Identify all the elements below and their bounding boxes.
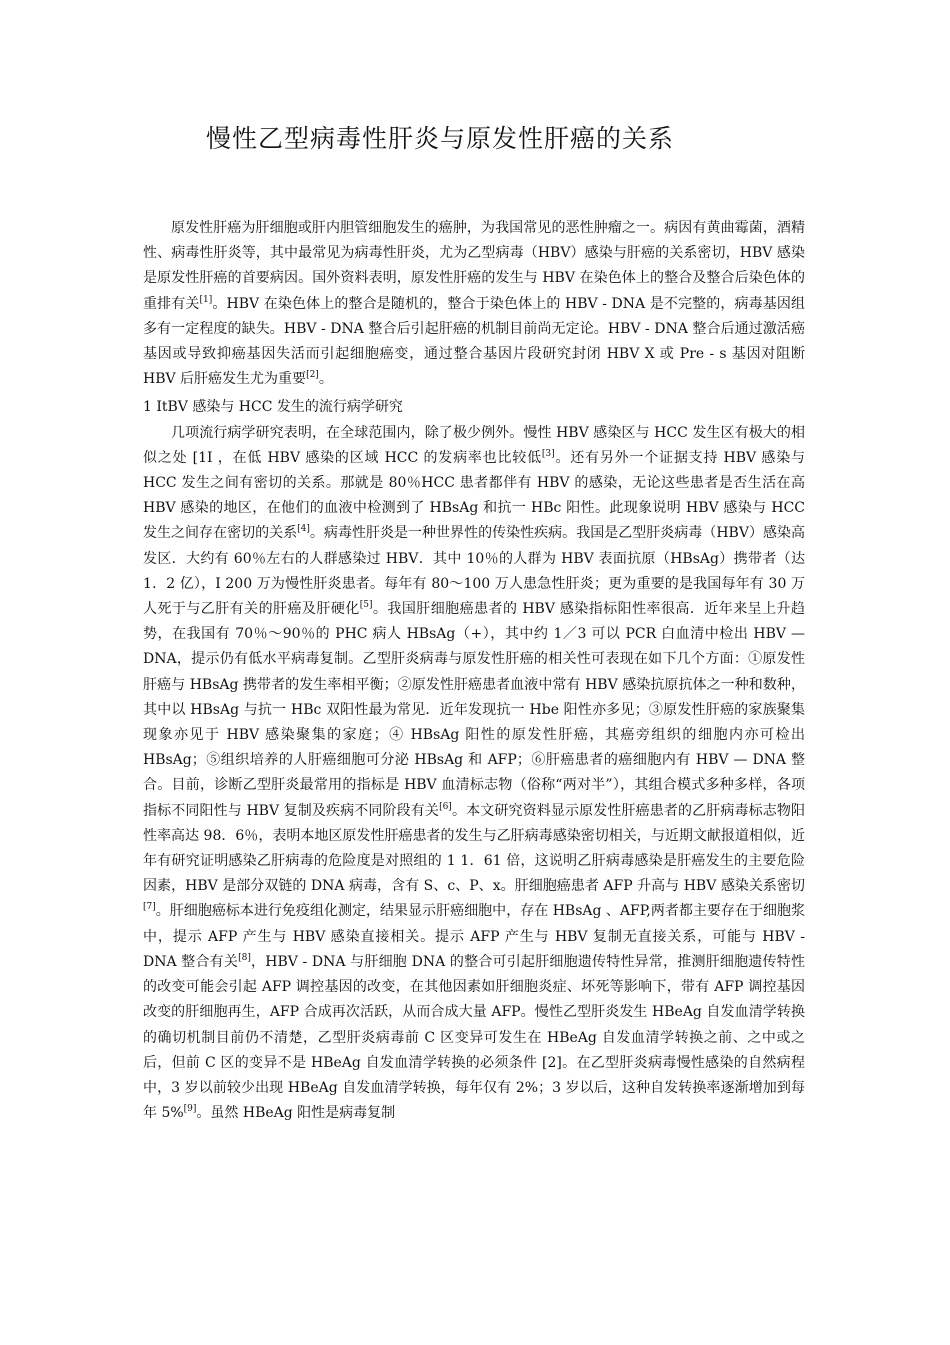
citation-ref: [2] xyxy=(306,370,319,381)
citation-ref: [7] xyxy=(143,902,156,913)
citation-ref: [1] xyxy=(199,294,213,305)
paragraph-intro xyxy=(143,216,805,392)
section-heading: 1 ItBV 感染与 HCC 发生的流行病学研究 xyxy=(143,399,403,416)
paragraph-text: 。HBV 在染色体上的整合是随机的，整合于染色体上的 HBV - DNA 是不完整的，病毒基因组多有一定程度的缺失。HBV - DNA 整合后引起肝癌的机制目前尚无定论。HBV - DNA 整合后通过激活癌基因或导致抑癌基因失活而引起细胞癌变，通过整合基因片段研究封闭 HBV X 或 Pre - s 基因对阻断 HBV 后肝癌发生尤为重要 xyxy=(143,295,806,388)
paragraph-text: 。还有另外一个证据支持 HBV 感染与 HCC 发生之间有密切的关系。那就是 80％HCC 患者都伴有 HBV 的感染，无论这些患者是否生活在高 HBV 感染的地区，在他们的血液中检测到了 HBsAg 和抗一 HBc 阳性。此现象说明 HBV 感染与 HCC 发生之间存在密切的关系 xyxy=(143,449,805,542)
paragraph-text: 。本文研究资料显示原发性肝癌患者的乙肝病毒标志物阳性率高达 98．6％，表明本地区原发性肝癌患者的发生与乙肝病毒感染密切相关，与近期文献报道相似，近年有研究证明感染乙肝病毒的危险度是对照组的 1 1．61 倍，这说明乙肝病毒感染是肝癌发生的主要危险因素，HBV 是部分双链的 DNA 病毒，含有 S、c、P、x。肝细胞癌患者 AFP 升高与 HBV 感染关系密切 xyxy=(143,802,805,895)
paragraph-text: 。我国肝细胞癌患者的 HBV 感染指标阳性率很高．近年来呈上升趋势，在我国有 70％～90％的 PHC 病人 HBsAg（+），其中约 1／3 可以 PCR 白血清中检出 HBV — DNA，提示仍有低水平病毒复制。乙型肝炎病毒与原发性肝癌的相关性可表现在如下几个方面：①原发性肝癌与 HBsAg 携带者的发生率相平衡；②原发性肝癌患者血液中常有 HBV 感染抗原抗体之一种和数种，其中以 HBsAg 与抗一 HBc 双阳性最为常见．近年发现抗一 Hbe 阳性亦多见；③原发性肝癌的家族聚集现象亦见于 HBV 感染聚集的家庭；④ HBsAg 阳性的原发性肝癌，其癌旁组织的细胞内亦可检出 HBsAg；⑤组织培养的人肝癌细胞可分泌 HBsAg 和 AFP；⑥肝癌患者的癌细胞内有 HBV — DNA 整合。目前，诊断乙型肝炎最常用的指标是 HBV 血清标志物（俗称“两对半”），其组合模式多种多样，各项指标不同阳性与 HBV 复制及疾病不同阶段有关 xyxy=(143,601,805,819)
article-title: 慢性乙型病毒性肝炎与原发性肝癌的关系 xyxy=(205,124,674,153)
citation-ref: [6] xyxy=(439,801,452,812)
paragraph-text: 。肝细胞癌标本进行免疫组化测定，结果显示肝癌细胞中，存在 HBsAg 、AFP,两者都主要存在于细胞浆中，提示 AFP 产生与 HBV 感染直接相关。提示 AFP 产生与 HBV 复制无直接关系，可能与 HBV - DNA 整合有关 xyxy=(143,903,805,970)
paragraph-text: 。 xyxy=(318,371,333,388)
paragraph-text: ，HBV - DNA 与肝细胞 DNA 的整合可引起肝细胞遗传特性异常，推测肝细胞遗传特性的改变可能会引起 AFP 调控基因的改变，在其他因素如肝细胞炎症、坏死等影响下，带有 AFP 调控基因改变的肝细胞再生，AFP 合成再次活跃，从而合成大量 AFP。慢性乙型肝炎发生 HBeAg 自发血清学转换的确切机制目前仍不清楚，乙型肝炎病毒前 C 区变异可发生在 HBeAg 自发血清学转换之前、之中或之后，但前 C 区的变异不是 HBeAg 自发血清学转换的必须条件 [2]。在乙型肝炎病毒慢性感染的自然病程中，3 岁以前较少出现 HBeAg 自发血清学转换，每年仅有 2%；3 岁以后，这种自发转换率逐渐增加到每年 5% xyxy=(143,953,805,1122)
paragraph-text: 几项流行病学研究表明，在全球范围内，除了极少例外。慢性 HBV 感染区与 HCC 发生区有极大的相似之处 [1I ，在低 HBV 感染的区域 HCC 的发病率也比较低 xyxy=(143,424,805,466)
citation-ref: [8] xyxy=(238,952,251,963)
paragraph-text: 原发性肝癌为肝细胞或肝内胆管细胞发生的癌肿，为我国常见的恶性肿瘤之一。病因有黄曲霉菌，酒精性、病毒性肝炎等，其中最常见为病毒性肝炎，尤为乙型病毒（HBV）感染与肝癌的关系密切，HBV 感染是原发性肝癌的首要病因。国外资料表明，原发性肝癌的发生与 HBV 在染色体上的整合及整合后染色体的重排有关 xyxy=(143,220,805,312)
citation-ref: [5] xyxy=(359,600,373,611)
citation-ref: [3] xyxy=(541,448,555,459)
paragraph-text: 。虽然 HBeAg 阳性是病毒复制 xyxy=(196,1105,396,1122)
citation-ref: [9] xyxy=(183,1104,197,1115)
article-body xyxy=(143,216,805,1126)
paragraph-text: 。病毒性肝炎是一种世界性的传染性疾病。我国是乙型肝炎病毒（HBV）感染高发区．大约有 60％左右的人群感染过 HBV．其中 10％的人群为 HBV 表面抗原（HBsAg）携带者（达 1．2 亿），I 200 万为慢性肝炎患者。每年有 80～100 万人患急性肝炎；更为重要的是我国每年有 30 万人死于与乙肝有关的肝癌及肝硬化 xyxy=(143,525,805,618)
citation-ref: [4] xyxy=(297,524,310,535)
paragraph-epidemiology xyxy=(143,421,805,1127)
